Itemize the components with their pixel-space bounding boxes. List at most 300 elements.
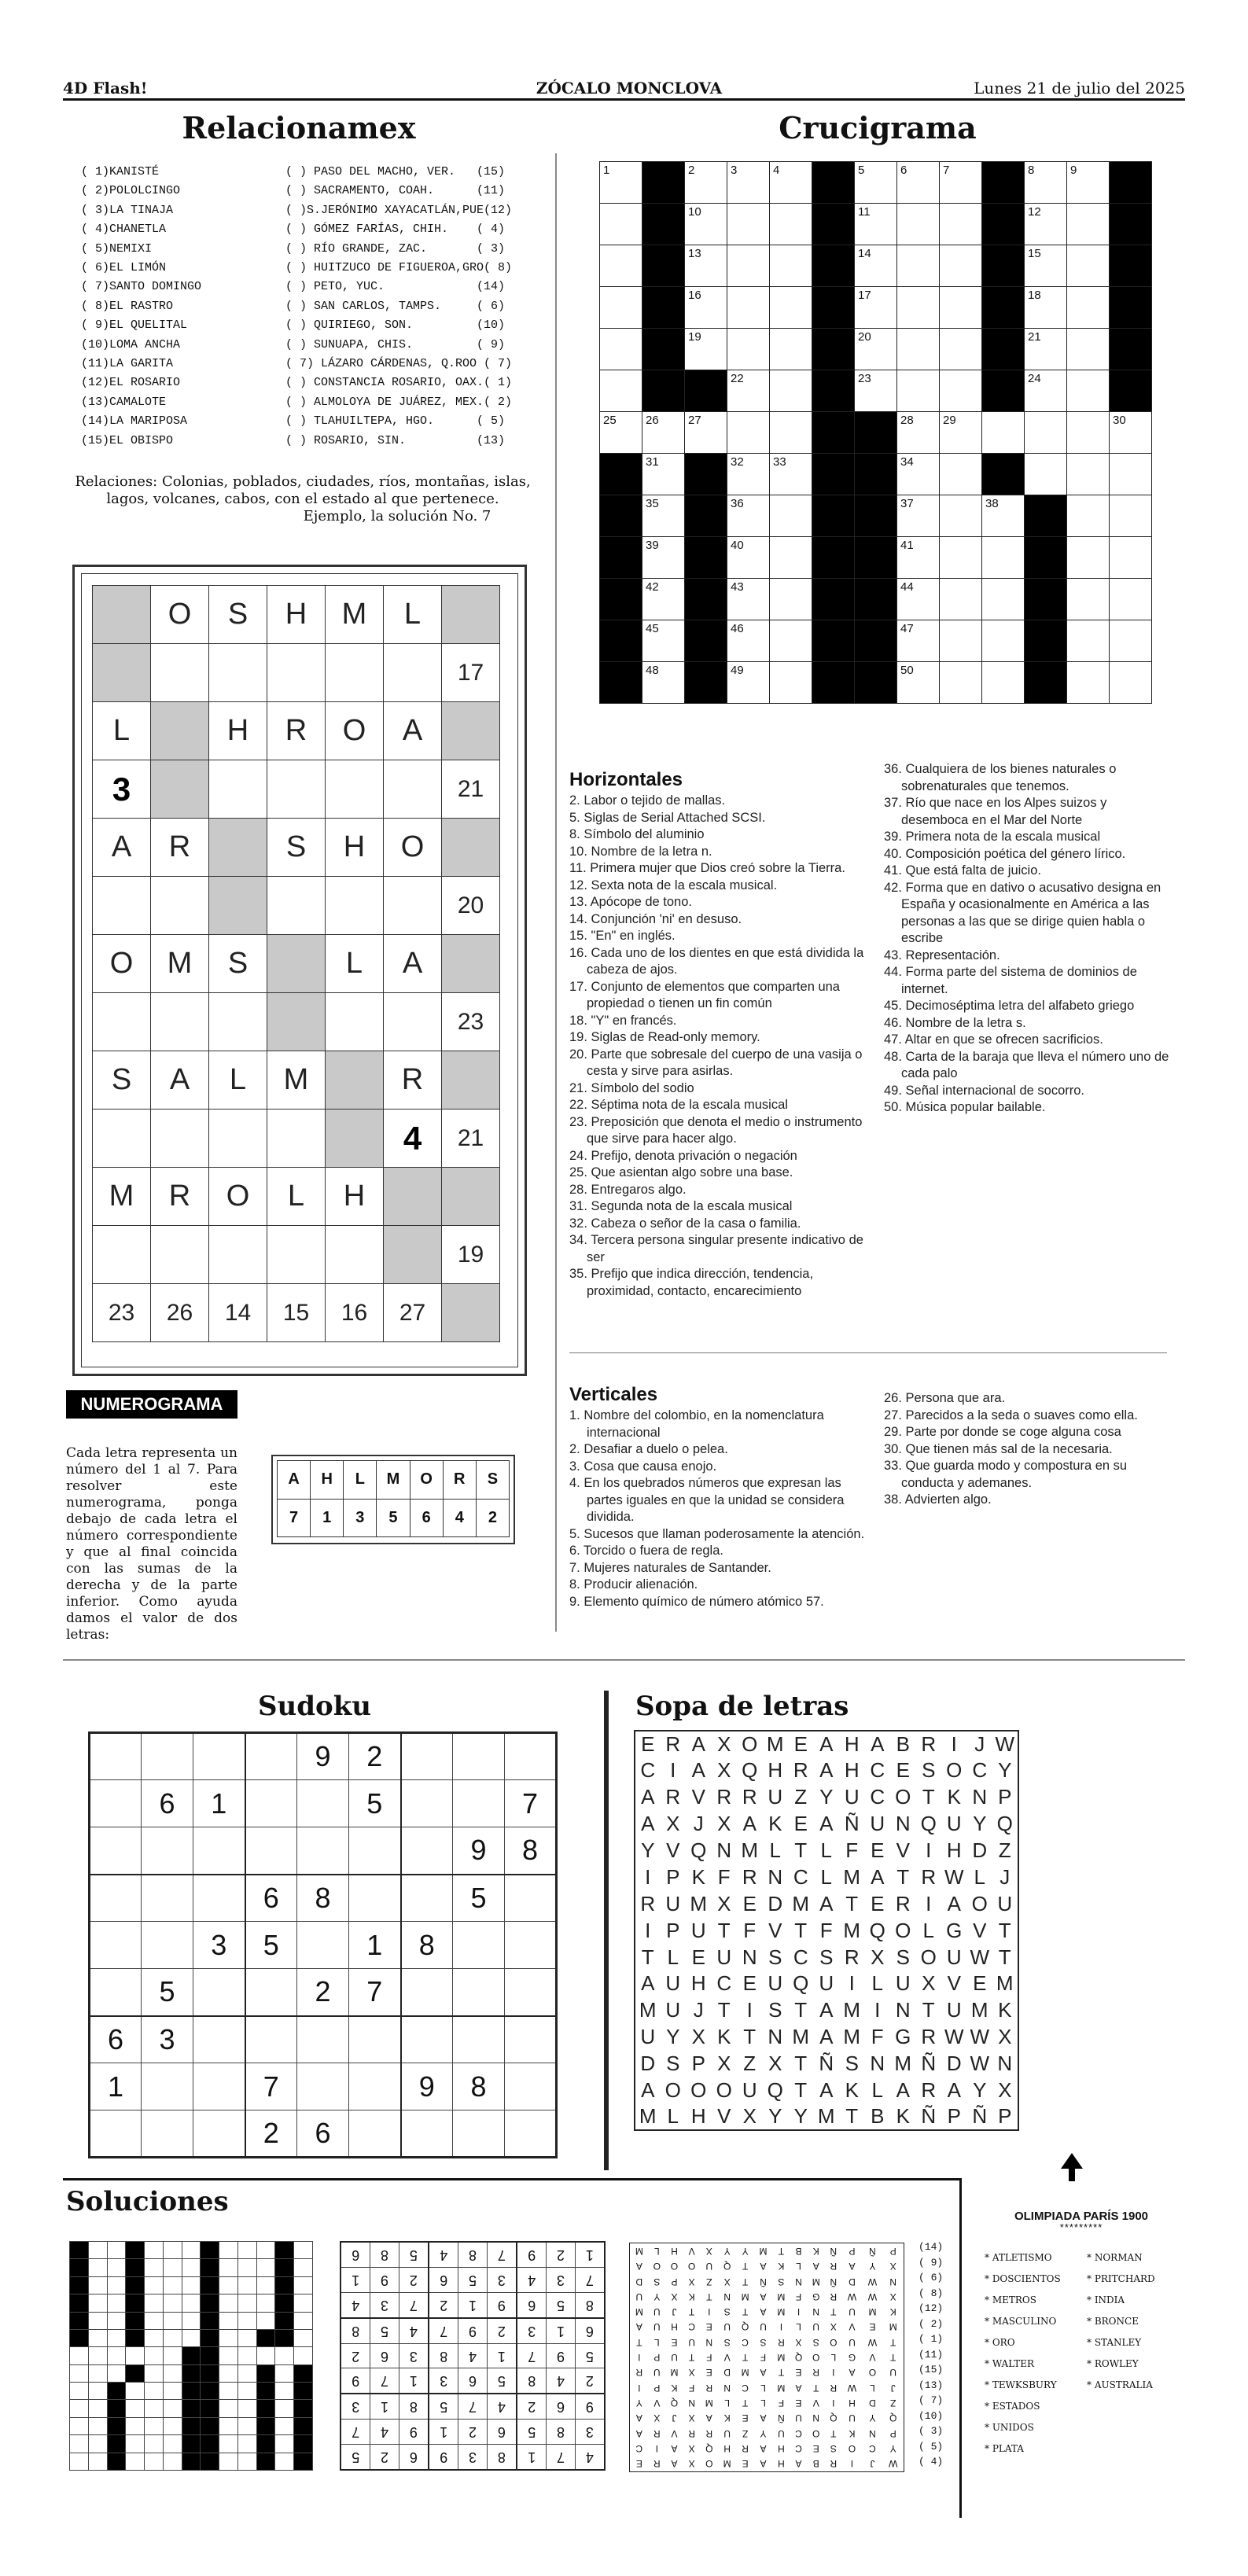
crossword-cell[interactable]: 49: [727, 662, 770, 704]
crossword-cell[interactable]: [770, 620, 812, 662]
word-search-letter[interactable]: J: [1000, 1864, 1011, 1889]
word-search-letter[interactable]: T: [794, 2078, 808, 2103]
numerograma-cell[interactable]: [93, 1110, 151, 1168]
numerograma-cell[interactable]: [151, 1110, 209, 1168]
word-search-letter[interactable]: K: [691, 1864, 705, 1889]
word-search-letter[interactable]: R: [921, 2078, 937, 2103]
word-search-letter[interactable]: A: [742, 1812, 757, 1836]
word-search-letter[interactable]: A: [641, 1812, 655, 1836]
crossword-cell[interactable]: 15: [1025, 245, 1067, 287]
word-search-letter[interactable]: M: [843, 1998, 861, 2022]
crossword-cell[interactable]: 33: [770, 454, 812, 495]
sudoku-cell[interactable]: [90, 1780, 142, 1827]
word-search-letter[interactable]: S: [768, 1998, 782, 2022]
word-search-letter[interactable]: Q: [767, 2078, 783, 2103]
crossword-cell[interactable]: [940, 579, 982, 620]
sudoku-cell[interactable]: [453, 1733, 505, 1780]
word-search-letter[interactable]: R: [640, 1891, 656, 1915]
word-search-letter[interactable]: U: [742, 2078, 757, 2103]
crossword-cell[interactable]: [727, 412, 770, 454]
word-search-letter[interactable]: S: [768, 1945, 782, 1969]
crossword-cell[interactable]: [770, 495, 812, 537]
crossword-cell[interactable]: 24: [1025, 370, 1067, 412]
crossword-cell[interactable]: [897, 245, 940, 287]
crossword-cell[interactable]: 18: [1025, 287, 1067, 329]
sudoku-cell[interactable]: [401, 2110, 453, 2158]
sudoku-cell[interactable]: [401, 2016, 453, 2063]
sudoku-cell[interactable]: [90, 2110, 142, 2158]
word-search-letter[interactable]: N: [742, 1945, 757, 1969]
crossword-cell[interactable]: [770, 287, 812, 329]
sudoku-cell[interactable]: [401, 1733, 453, 1780]
sudoku-cell[interactable]: [90, 1969, 142, 2016]
word-search-letter[interactable]: N: [768, 2025, 783, 2049]
word-search-letter[interactable]: A: [871, 1731, 885, 1756]
word-search-letter[interactable]: T: [717, 1998, 731, 2022]
word-search-letter[interactable]: I: [645, 1918, 651, 1942]
word-search-letter[interactable]: U: [665, 1998, 681, 2022]
crossword-cell[interactable]: 42: [642, 579, 685, 620]
sudoku-cell[interactable]: [401, 1969, 453, 2016]
sudoku-cell[interactable]: [245, 2016, 297, 2063]
crossword-cell[interactable]: [897, 329, 940, 370]
word-search-letter[interactable]: U: [665, 1971, 681, 1996]
word-search-letter[interactable]: E: [871, 1891, 885, 1915]
word-search-letter[interactable]: E: [641, 1731, 655, 1756]
sudoku-cell[interactable]: [453, 2110, 505, 2158]
word-search-letter[interactable]: F: [743, 1918, 757, 1942]
word-search-letter[interactable]: Z: [794, 1785, 808, 1809]
word-search-letter[interactable]: H: [946, 1838, 962, 1862]
sudoku-cell[interactable]: [401, 1827, 453, 1875]
word-search-letter[interactable]: T: [845, 1891, 859, 1915]
crossword-cell[interactable]: 19: [685, 329, 727, 370]
crossword-cell[interactable]: [982, 620, 1025, 662]
word-search-letter[interactable]: C: [793, 1864, 808, 1889]
word-search-letter[interactable]: Q: [869, 1918, 885, 1942]
word-search-letter[interactable]: Y: [973, 2078, 987, 2103]
word-search-letter[interactable]: I: [951, 1731, 957, 1756]
crossword-cell[interactable]: [770, 329, 812, 370]
crossword-cell[interactable]: 32: [727, 454, 770, 495]
sudoku-cell[interactable]: [401, 1780, 453, 1827]
word-search-letter[interactable]: T: [998, 1918, 1011, 1942]
crossword-cell[interactable]: 9: [1067, 162, 1110, 204]
sudoku-cell[interactable]: [193, 2016, 245, 2063]
crossword-cell[interactable]: [1110, 579, 1152, 620]
crossword-cell[interactable]: [940, 495, 982, 537]
word-search-letter[interactable]: R: [793, 1758, 808, 1783]
word-search-letter[interactable]: I: [926, 1838, 932, 1862]
crossword-cell[interactable]: [982, 662, 1025, 704]
crossword-cell[interactable]: [727, 287, 770, 329]
word-search-letter[interactable]: X: [998, 2025, 1012, 2049]
crossword-cell[interactable]: 14: [855, 245, 897, 287]
sudoku-cell[interactable]: [297, 1922, 349, 1969]
crossword-cell[interactable]: 16: [685, 287, 727, 329]
word-search-letter[interactable]: R: [716, 1785, 732, 1809]
crossword-cell[interactable]: 25: [600, 412, 642, 454]
word-search-letter[interactable]: L: [922, 1918, 934, 1942]
word-search-letter[interactable]: N: [895, 1812, 911, 1836]
word-search-letter[interactable]: Ñ: [844, 1812, 860, 1836]
word-search-letter[interactable]: F: [871, 2025, 884, 2049]
crossword-cell[interactable]: [1110, 662, 1152, 704]
word-search-letter[interactable]: K: [998, 1998, 1012, 2022]
word-search-letter[interactable]: T: [794, 1998, 808, 2022]
word-search-letter[interactable]: C: [793, 1945, 808, 1969]
word-search-letter[interactable]: L: [667, 1945, 679, 1969]
sudoku-cell[interactable]: [193, 1969, 245, 2016]
word-search-letter[interactable]: C: [870, 1785, 885, 1809]
word-search-letter[interactable]: O: [920, 1945, 937, 1969]
numerograma-cell[interactable]: [93, 993, 151, 1051]
sudoku-cell[interactable]: [90, 1922, 142, 1969]
crossword-cell[interactable]: [770, 245, 812, 287]
word-search-letter[interactable]: M: [690, 1891, 708, 1915]
word-search-letter[interactable]: U: [768, 1971, 783, 1996]
word-search-letter[interactable]: X: [717, 1812, 731, 1836]
word-search-letter[interactable]: G: [946, 1918, 963, 1942]
word-search-letter[interactable]: I: [645, 1864, 651, 1889]
word-search-letter[interactable]: M: [843, 1918, 861, 1942]
word-search-letter[interactable]: A: [819, 2025, 834, 2049]
word-search-letter[interactable]: R: [844, 1945, 860, 1969]
sudoku-cell[interactable]: [297, 2016, 349, 2063]
word-search-letter[interactable]: U: [819, 1971, 834, 1996]
sudoku-cell[interactable]: [245, 1969, 297, 2016]
word-search-letter[interactable]: A: [871, 1864, 885, 1889]
numerograma-cell[interactable]: [209, 1226, 267, 1284]
numerograma-cell[interactable]: [326, 1226, 384, 1284]
crossword-cell[interactable]: 4: [770, 162, 812, 204]
sudoku-cell[interactable]: [142, 1875, 193, 1922]
word-search-letter[interactable]: I: [670, 1758, 676, 1783]
word-search-letter[interactable]: D: [768, 1891, 783, 1915]
word-search-letter[interactable]: O: [716, 2078, 732, 2103]
numerograma-cell[interactable]: [326, 760, 384, 819]
word-search-letter[interactable]: L: [769, 1838, 781, 1862]
word-search-letter[interactable]: L: [871, 1971, 883, 1996]
numerograma-cell[interactable]: [209, 1110, 267, 1168]
word-search-letter[interactable]: M: [996, 1971, 1014, 1996]
word-search-letter[interactable]: A: [641, 2078, 655, 2103]
word-search-letter[interactable]: F: [717, 1864, 731, 1889]
crossword-cell[interactable]: [1067, 204, 1110, 245]
sudoku-cell[interactable]: [453, 1969, 505, 2016]
crossword-cell[interactable]: [600, 329, 642, 370]
word-search-letter[interactable]: E: [691, 1945, 705, 1969]
numerograma-cell[interactable]: [209, 760, 267, 819]
word-search-letter[interactable]: Y: [793, 2104, 808, 2129]
sudoku-cell[interactable]: [349, 1827, 401, 1875]
word-search-letter[interactable]: V: [947, 1971, 961, 1996]
word-search-letter[interactable]: T: [641, 1945, 654, 1969]
word-search-letter[interactable]: A: [819, 1758, 834, 1783]
numerograma-cell[interactable]: [209, 993, 267, 1051]
numerograma-cell[interactable]: [384, 644, 442, 702]
word-search-letter[interactable]: X: [717, 1758, 731, 1783]
sudoku-cell[interactable]: [349, 2063, 401, 2110]
crossword-cell[interactable]: [1067, 495, 1110, 537]
crossword-cell[interactable]: 29: [940, 412, 982, 454]
crossword-cell[interactable]: [940, 537, 982, 579]
word-search-letter[interactable]: L: [667, 2104, 679, 2129]
word-search-letter[interactable]: Y: [998, 1758, 1012, 1783]
word-search-letter[interactable]: T: [998, 1945, 1011, 1969]
word-search-letter[interactable]: L: [820, 1838, 832, 1862]
word-search-letter[interactable]: R: [921, 2025, 937, 2049]
word-search-letter[interactable]: X: [717, 1891, 731, 1915]
sudoku-cell[interactable]: [142, 1827, 193, 1875]
crossword-cell[interactable]: 28: [897, 412, 940, 454]
sudoku-cell[interactable]: [297, 1780, 349, 1827]
sudoku-cell[interactable]: [90, 1827, 142, 1875]
crossword-cell[interactable]: [940, 370, 982, 412]
word-search-letter[interactable]: V: [896, 1838, 910, 1862]
sudoku-cell[interactable]: [297, 1827, 349, 1875]
crossword-cell[interactable]: [1110, 495, 1152, 537]
crossword-cell[interactable]: 50: [897, 662, 940, 704]
crossword-cell[interactable]: [940, 287, 982, 329]
word-search-letter[interactable]: X: [666, 1812, 680, 1836]
word-search-letter[interactable]: A: [819, 2078, 834, 2103]
word-search-letter[interactable]: X: [998, 2078, 1012, 2103]
crossword-cell[interactable]: [770, 412, 812, 454]
word-search-letter[interactable]: O: [971, 1891, 988, 1915]
crossword-cell[interactable]: [940, 204, 982, 245]
word-search-letter[interactable]: D: [640, 2052, 656, 2076]
crossword-cell[interactable]: [1067, 287, 1110, 329]
word-search-letter[interactable]: C: [640, 1758, 656, 1783]
word-search-letter[interactable]: M: [639, 2104, 657, 2129]
word-search-letter[interactable]: R: [665, 1785, 681, 1809]
numerograma-cell[interactable]: [384, 877, 442, 935]
crossword-cell[interactable]: [1067, 537, 1110, 579]
sudoku-cell[interactable]: [90, 1733, 142, 1780]
crossword-cell[interactable]: [600, 204, 642, 245]
word-search-letter[interactable]: R: [742, 1864, 757, 1889]
word-search-letter[interactable]: Q: [920, 1812, 937, 1836]
crossword-cell[interactable]: [770, 204, 812, 245]
sudoku-cell[interactable]: [505, 1875, 557, 1922]
word-search-letter[interactable]: A: [896, 2078, 910, 2103]
word-search-letter[interactable]: T: [845, 2104, 859, 2129]
word-search-letter[interactable]: M: [741, 1838, 759, 1862]
word-search-letter[interactable]: E: [871, 1838, 885, 1862]
crossword-cell[interactable]: [940, 245, 982, 287]
word-search-letter[interactable]: K: [896, 2104, 910, 2129]
crossword-cell[interactable]: 46: [727, 620, 770, 662]
numerograma-cell[interactable]: [151, 644, 209, 702]
word-search-letter[interactable]: U: [665, 1891, 681, 1915]
word-search-letter[interactable]: I: [746, 1998, 753, 2022]
word-search-letter[interactable]: X: [691, 2025, 705, 2049]
word-search-letter[interactable]: U: [640, 2025, 656, 2049]
crossword-cell[interactable]: [940, 662, 982, 704]
word-search-letter[interactable]: L: [871, 2078, 883, 2103]
word-search-letter[interactable]: Y: [768, 2104, 782, 2129]
sudoku-cell[interactable]: [505, 2110, 557, 2158]
crossword-cell[interactable]: [727, 329, 770, 370]
word-search-letter[interactable]: X: [717, 2052, 731, 2076]
numerograma-cell[interactable]: [267, 1110, 326, 1168]
word-search-letter[interactable]: V: [717, 2104, 731, 2129]
crossword-cell[interactable]: 35: [642, 495, 685, 537]
numerograma-cell[interactable]: [326, 993, 384, 1051]
numerograma-cell[interactable]: [93, 877, 151, 935]
crossword-cell[interactable]: 17: [855, 287, 897, 329]
word-search-letter[interactable]: V: [691, 1785, 705, 1809]
word-search-letter[interactable]: J: [693, 1998, 704, 2022]
crossword-cell[interactable]: 45: [642, 620, 685, 662]
word-search-letter[interactable]: H: [844, 1731, 860, 1756]
numerograma-cell[interactable]: [151, 1226, 209, 1284]
word-search-letter[interactable]: S: [896, 1945, 910, 1969]
sudoku-cell[interactable]: [142, 1733, 193, 1780]
crossword-cell[interactable]: [1025, 412, 1067, 454]
word-search-letter[interactable]: T: [922, 1785, 935, 1809]
word-search-letter[interactable]: W: [944, 1864, 964, 1889]
sudoku-cell[interactable]: [90, 1875, 142, 1922]
word-search-letter[interactable]: M: [766, 1731, 784, 1756]
word-search-letter[interactable]: F: [845, 1838, 859, 1862]
word-search-letter[interactable]: N: [870, 2052, 885, 2076]
word-search-letter[interactable]: Q: [996, 1812, 1013, 1836]
crossword-cell[interactable]: [1067, 579, 1110, 620]
crossword-cell[interactable]: 12: [1025, 204, 1067, 245]
crossword-cell[interactable]: [897, 204, 940, 245]
sudoku-cell[interactable]: [193, 1827, 245, 1875]
word-search-letter[interactable]: H: [844, 1758, 860, 1783]
word-search-letter[interactable]: E: [973, 1971, 987, 1996]
crossword-cell[interactable]: 1: [600, 162, 642, 204]
crossword-cell[interactable]: 40: [727, 537, 770, 579]
word-search-letter[interactable]: W: [944, 2025, 964, 2049]
numerograma-cell[interactable]: [384, 993, 442, 1051]
word-search-letter[interactable]: A: [819, 1891, 834, 1915]
crossword-cell[interactable]: [1110, 454, 1152, 495]
word-search-letter[interactable]: U: [895, 1971, 911, 1996]
crossword-cell[interactable]: [940, 620, 982, 662]
crossword-cell[interactable]: 20: [855, 329, 897, 370]
sudoku-cell[interactable]: [505, 2016, 557, 2063]
word-search-letter[interactable]: U: [997, 1891, 1013, 1915]
numerograma-cell[interactable]: [267, 877, 326, 935]
word-search-letter[interactable]: N: [768, 1864, 783, 1889]
word-search-letter[interactable]: U: [946, 1812, 962, 1836]
word-search-letter[interactable]: Q: [690, 1838, 707, 1862]
word-search-letter[interactable]: V: [666, 1838, 680, 1862]
crossword-cell[interactable]: 37: [897, 495, 940, 537]
word-search-letter[interactable]: N: [997, 2052, 1013, 2076]
crossword-cell[interactable]: 47: [897, 620, 940, 662]
word-search-letter[interactable]: M: [792, 2025, 810, 2049]
word-search-letter[interactable]: O: [690, 2078, 707, 2103]
crossword-cell[interactable]: [1110, 537, 1152, 579]
crossword-cell[interactable]: [600, 370, 642, 412]
crossword-cell[interactable]: [1067, 329, 1110, 370]
word-search-letter[interactable]: H: [690, 2104, 706, 2129]
crossword-cell[interactable]: [982, 537, 1025, 579]
crossword-cell[interactable]: [727, 245, 770, 287]
word-search-letter[interactable]: L: [820, 1864, 832, 1889]
crossword-cell[interactable]: 3: [727, 162, 770, 204]
numerograma-cell[interactable]: [326, 644, 384, 702]
numerograma-cell[interactable]: [209, 644, 267, 702]
word-search-letter[interactable]: E: [793, 1812, 808, 1836]
crossword-cell[interactable]: [1067, 245, 1110, 287]
word-search-letter[interactable]: E: [896, 1758, 910, 1783]
crossword-cell[interactable]: 10: [685, 204, 727, 245]
crossword-cell[interactable]: 38: [982, 495, 1025, 537]
word-search-letter[interactable]: I: [874, 1998, 881, 2022]
word-search-letter[interactable]: Q: [742, 1758, 758, 1783]
crossword-cell[interactable]: [770, 537, 812, 579]
sudoku-cell[interactable]: [505, 1922, 557, 1969]
word-search-letter[interactable]: T: [743, 2025, 757, 2049]
crossword-cell[interactable]: 6: [897, 162, 940, 204]
word-search-letter[interactable]: X: [922, 1971, 936, 1996]
sudoku-cell[interactable]: [453, 1922, 505, 1969]
word-search-letter[interactable]: C: [870, 1758, 885, 1783]
word-search-letter[interactable]: Y: [641, 1838, 655, 1862]
word-search-letter[interactable]: A: [691, 1758, 705, 1783]
word-search-letter[interactable]: Ñ: [972, 2104, 988, 2129]
sudoku-cell[interactable]: [401, 1875, 453, 1922]
sudoku-cell[interactable]: [142, 2110, 193, 2158]
word-search-letter[interactable]: P: [947, 2104, 961, 2129]
word-search-letter[interactable]: N: [895, 1998, 911, 2022]
word-search-letter[interactable]: L: [974, 1864, 985, 1889]
word-search-letter[interactable]: T: [896, 1864, 910, 1889]
word-search-letter[interactable]: A: [947, 2078, 961, 2103]
word-search-letter[interactable]: X: [717, 1731, 731, 1756]
sudoku-cell[interactable]: [349, 1875, 401, 1922]
word-search-letter[interactable]: M: [792, 1891, 810, 1915]
word-search-letter[interactable]: U: [690, 1918, 706, 1942]
crossword-cell[interactable]: 34: [897, 454, 940, 495]
numerograma-cell[interactable]: [93, 1226, 151, 1284]
word-search-letter[interactable]: Ñ: [921, 2052, 937, 2076]
word-search-letter[interactable]: P: [666, 1918, 680, 1942]
word-search-letter[interactable]: S: [922, 1758, 936, 1783]
word-search-letter[interactable]: A: [819, 1998, 834, 2022]
word-search-letter[interactable]: R: [742, 1785, 757, 1809]
sudoku-cell[interactable]: [193, 1875, 245, 1922]
word-search-letter[interactable]: Y: [819, 1785, 834, 1809]
word-search-letter[interactable]: R: [921, 1731, 937, 1756]
sudoku-cell[interactable]: [349, 2110, 401, 2158]
crossword-cell[interactable]: 5: [855, 162, 897, 204]
word-search-letter[interactable]: Ñ: [921, 2104, 937, 2129]
crossword-cell[interactable]: [982, 412, 1025, 454]
crossword-cell[interactable]: [1110, 620, 1152, 662]
sudoku-cell[interactable]: [505, 2063, 557, 2110]
word-search-letter[interactable]: Z: [743, 2052, 757, 2076]
word-search-letter[interactable]: T: [794, 1838, 808, 1862]
word-search-letter[interactable]: B: [871, 2104, 885, 2129]
crossword-cell[interactable]: 26: [642, 412, 685, 454]
crossword-cell[interactable]: 11: [855, 204, 897, 245]
word-search-letter[interactable]: R: [665, 1731, 681, 1756]
word-search-letter[interactable]: P: [691, 2052, 705, 2076]
crossword-cell[interactable]: [1025, 454, 1067, 495]
word-search-letter[interactable]: B: [896, 1731, 910, 1756]
sudoku-cell[interactable]: [193, 1733, 245, 1780]
word-search-letter[interactable]: U: [946, 1945, 962, 1969]
word-search-letter[interactable]: T: [794, 1918, 808, 1942]
